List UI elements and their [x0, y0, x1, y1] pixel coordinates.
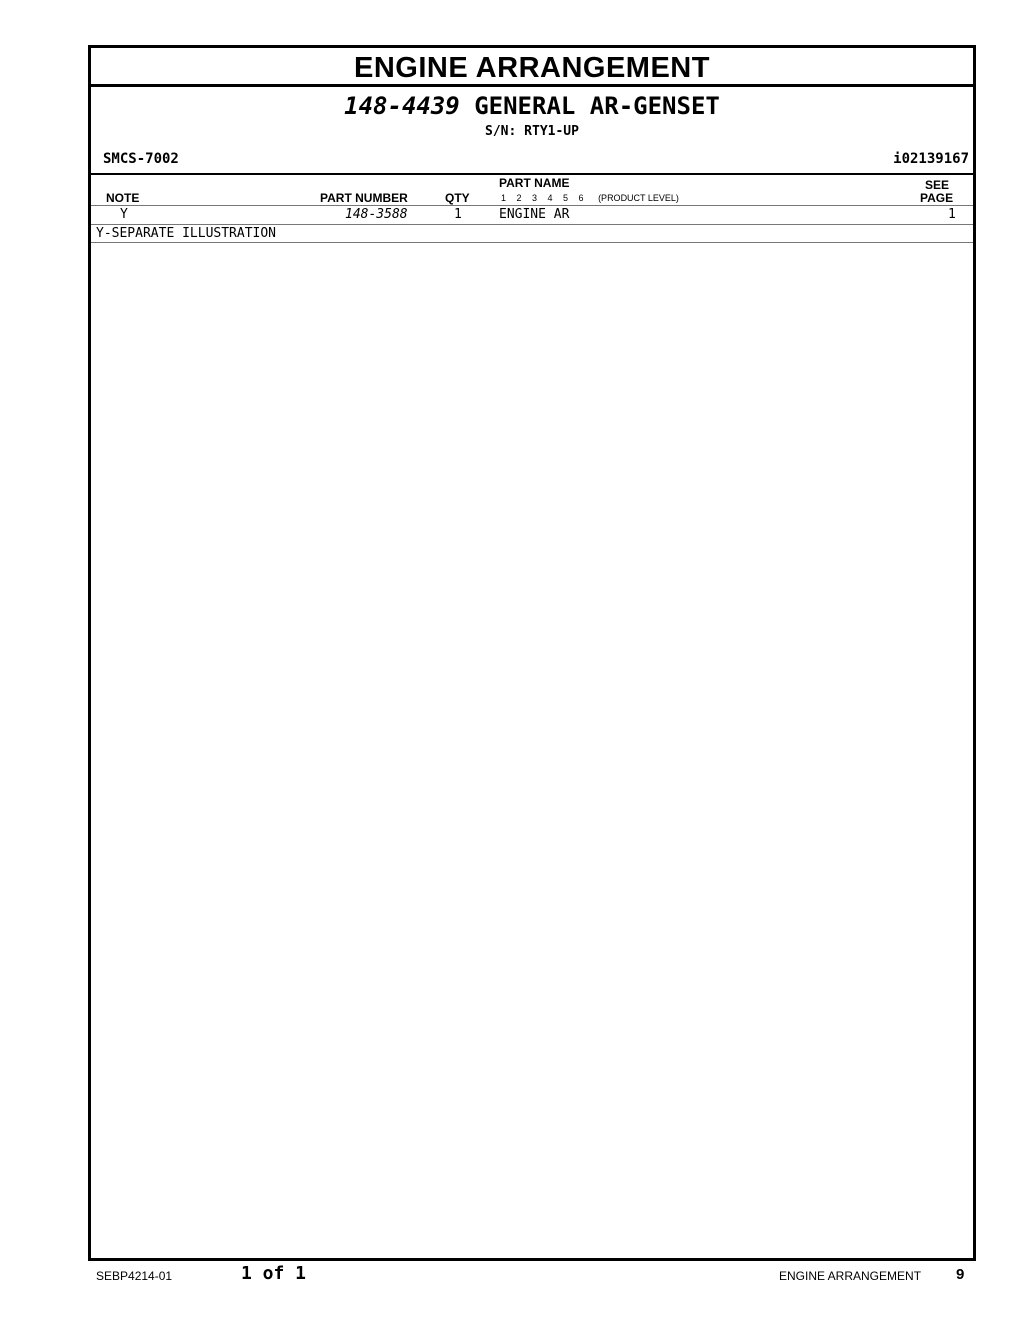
table-top-rule [91, 173, 973, 175]
footer-page-count: 1 of 1 [241, 1263, 307, 1284]
row-part-number: 148-3588 [345, 207, 408, 222]
info-id: i02139167 [893, 151, 969, 167]
group-title [91, 92, 973, 120]
header-product-levels [501, 193, 679, 203]
header-page: PAGE [920, 191, 954, 205]
row-note: Y [120, 207, 128, 222]
footer-page-number: 9 [956, 1266, 965, 1283]
footer-section-title: ENGINE ARRANGEMENT [779, 1269, 922, 1283]
row-rule [91, 224, 973, 225]
smcs-code: SMCS-7002 [103, 151, 179, 167]
header-note: NOTE [106, 191, 140, 205]
header-part-number: PART NUMBER [320, 191, 408, 205]
header-qty: QTY [445, 191, 470, 205]
row-see-page: 1 [948, 207, 956, 222]
footer-doc-number: SEBP4214-01 [96, 1269, 173, 1283]
row-qty: 1 [454, 207, 462, 222]
serial-range: S/N: RTY1-UP [485, 124, 579, 139]
header-rule [91, 205, 973, 206]
row-part-name: ENGINE AR [499, 207, 570, 222]
product-level-label: (PRODUCT LEVEL) [598, 193, 679, 203]
group-part-number: 148-4439 [344, 92, 460, 120]
page-frame [88, 45, 976, 1261]
group-name: GENERAL AR-GENSET [474, 92, 720, 120]
section-title: ENGINE ARRANGEMENT [91, 48, 973, 87]
table-footnote: Y-SEPARATE ILLUSTRATION [96, 226, 277, 241]
header-see: SEE [925, 178, 950, 192]
level-numbers: 1 2 3 4 5 6 [501, 193, 584, 203]
header-part-name: PART NAME [499, 176, 570, 190]
footnote-rule [91, 242, 973, 243]
